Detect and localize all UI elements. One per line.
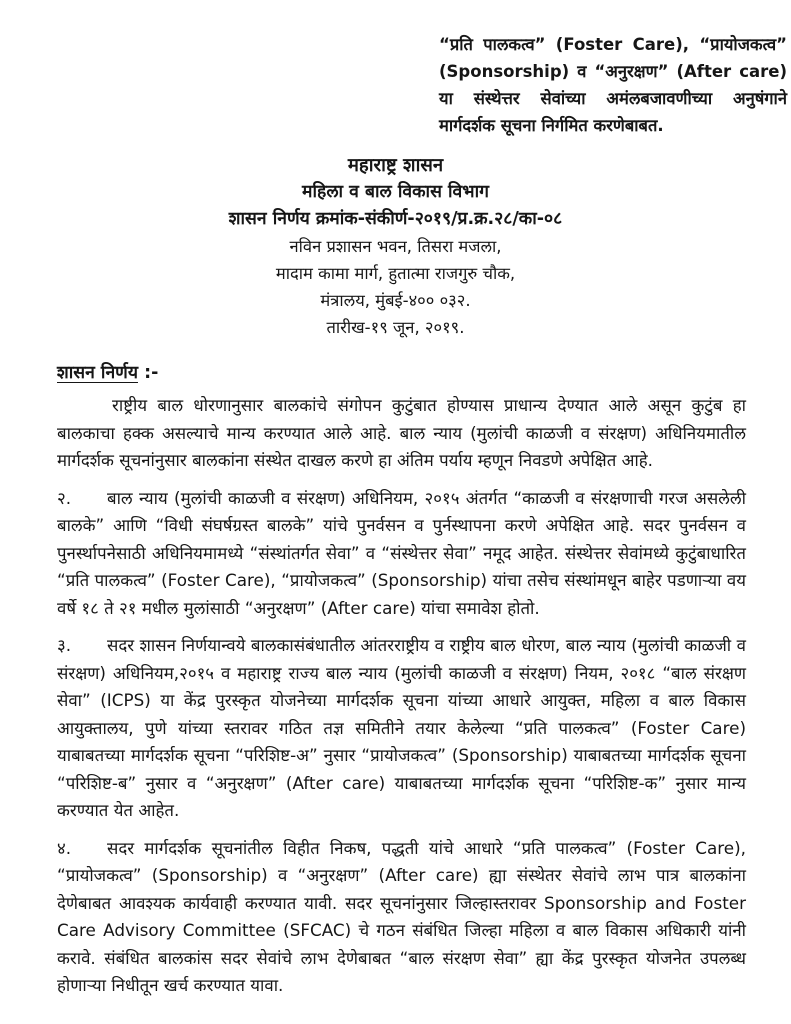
letterhead (0, 152, 791, 341)
paragraph-4-text: सदर मार्गदर्शक सूचनांतील विहीत निकष, पद्धती यांचे आधारे “प्रति पालकत्व” (Foster Care), “प्रायोजकत्व” (Sponsorship) व “अनुरक्षण” (After care) ह्या संस्थेतर सेवांचे लाभ पात्र बालकांना देणेबाबत आवश्यक कार्यवाही करण्यात यावी. सदर सूचनांनुसार जिल्हास्तरावर Sponsorship and Foster Care Advisory Committee (SFCAC) चे गठन संबंधित जिल्हा महिला व बाल विकास अधिकारी यांनी करावे. संबंधित बालकांस सदर सेवांचे लाभ देणेबाबत “बाल संरक्षण सेवा” ह्या केंद्र पुरस्कृत योजनेत उपलब्ध होणाऱ्या निधीतून खर्च करण्यात यावा. (57, 837, 746, 995)
department-name: महिला व बाल विकास विभाग (302, 182, 489, 202)
section-heading-text: शासन निर्णय (57, 363, 138, 383)
subject-block: “प्रति पालकत्व” (Foster Care), “प्रायोजकत्व” (Sponsorship) व “अनुरक्षण” (After care) या संस्थेत्तर सेवांच्या अमंलबजावणीच्या अनुषंगाने मार्गदर्शक सूचना निर्गमित करणेबाबत. (439, 35, 787, 135)
paragraph-2-number: २. (57, 487, 72, 508)
gr-number: शासन निर्णय क्रमांक-संकीर्ण-२०१९/प्र.क्र.२८/का-०८ (228, 209, 563, 229)
paragraph-4 (57, 825, 746, 1000)
paragraph-2 (57, 475, 746, 623)
paragraph-3-text: सदर शासन निर्णयान्वये बालकासंबंधातील आंतरराष्ट्रीय व राष्ट्रीय बाल धोरण, बाल न्याय (मुलांची काळजी व संरक्षण) अधिनियम,२०१५ व महाराष्ट्र राज्य बाल न्याय (मुलांची काळजी व संरक्षण) नियम, २०१८ “बाल संरक्षण सेवा” (ICPS) या केंद्र पुरस्कृत योजनेच्या मार्गदर्शक सूचना यांच्या आधारे आयुक्त, महिला व बाल विकास आयुक्तालय, पुणे यांच्या स्तरावर गठित तज्ञ समितीने तयार केलेल्या “प्रति पालकत्व” (Foster Care) याबाबतच्या मार्गदर्शक सूचना “परिशिष्ट-अ” नुसार “प्रायोजकत्व” (Sponsorship) याबाबतच्या मार्गदर्शक सूचना “परिशिष्ट-ब” नुसार व “अनुरक्षण” (After care) याबाबतच्या मार्गदर्शक सूचना “परिशिष्ट-क” नुसार मान्य करण्यात येत आहेत. (57, 635, 746, 820)
paragraph-1-text: राष्ट्रीय बाल धोरणानुसार बालकांचे संगोपन कुटुंबात होण्यास प्राधान्य देण्यात आले असून कुटुंब हा बालकाचा हक्क असल्याचे मान्य करण्यात आले आहे. बाल न्याय (मुलांची काळजी व संरक्षण) अधिनियमातील मार्गदर्शक सूचनांनुसार बालकांना संस्थेत दाखल करणे हा अंतिम पर्याय म्हणून निवडणे अपेक्षित आहे. (57, 395, 746, 470)
paragraph-3-number: ३. (57, 635, 72, 655)
paragraph-2-text: बाल न्याय (मुलांची काळजी व संरक्षण) अधिनियम, २०१५ अंतर्गत “काळजी व संरक्षणाची गरज असलेली बालके” आणि “विधी संघर्षग्रस्त बालके” यांचे पुनर्वसन व पुर्नस्थापना करणे अपेक्षित आहे. सदर पुनर्वसन व पुनर्स्थापनेसाठी अधिनियमामध्ये “संस्थांतर्गत सेवा” व “संस्थेत्तर सेवा” नमूद आहेत. संस्थेत्तर सेवांमध्ये कुटुंबाधारित “प्रति पालकत्व” (Foster Care), “प्रायोजकत्व” (Sponsorship) यांचा तसेच संस्थांमधून बाहेर पडणाऱ्या वय वर्षे १८ ते २१ मधील मुलांसाठी “अनुरक्षण” (After care) यांचा समावेश होतो. (57, 487, 746, 618)
address-line-1: नविन प्रशासन भवन, तिसरा मजला, (289, 237, 502, 256)
address-line-2: मादाम कामा मार्ग, हुतात्मा राजगुरु चौक, (275, 264, 516, 283)
paragraph-3 (57, 622, 746, 825)
government-name: महाराष्ट्र शासन (347, 155, 444, 176)
paragraph-1 (57, 384, 746, 475)
address-line-3: मंत्रालय, मुंबई-४०० ०३२. (320, 291, 471, 310)
section-heading-suffix: :- (137, 363, 159, 383)
body-text (57, 384, 746, 1000)
paragraph-4-number: ४. (57, 837, 72, 858)
section-heading (57, 360, 746, 384)
date-line: तारीख-१९ जून, २०१९. (326, 318, 465, 337)
